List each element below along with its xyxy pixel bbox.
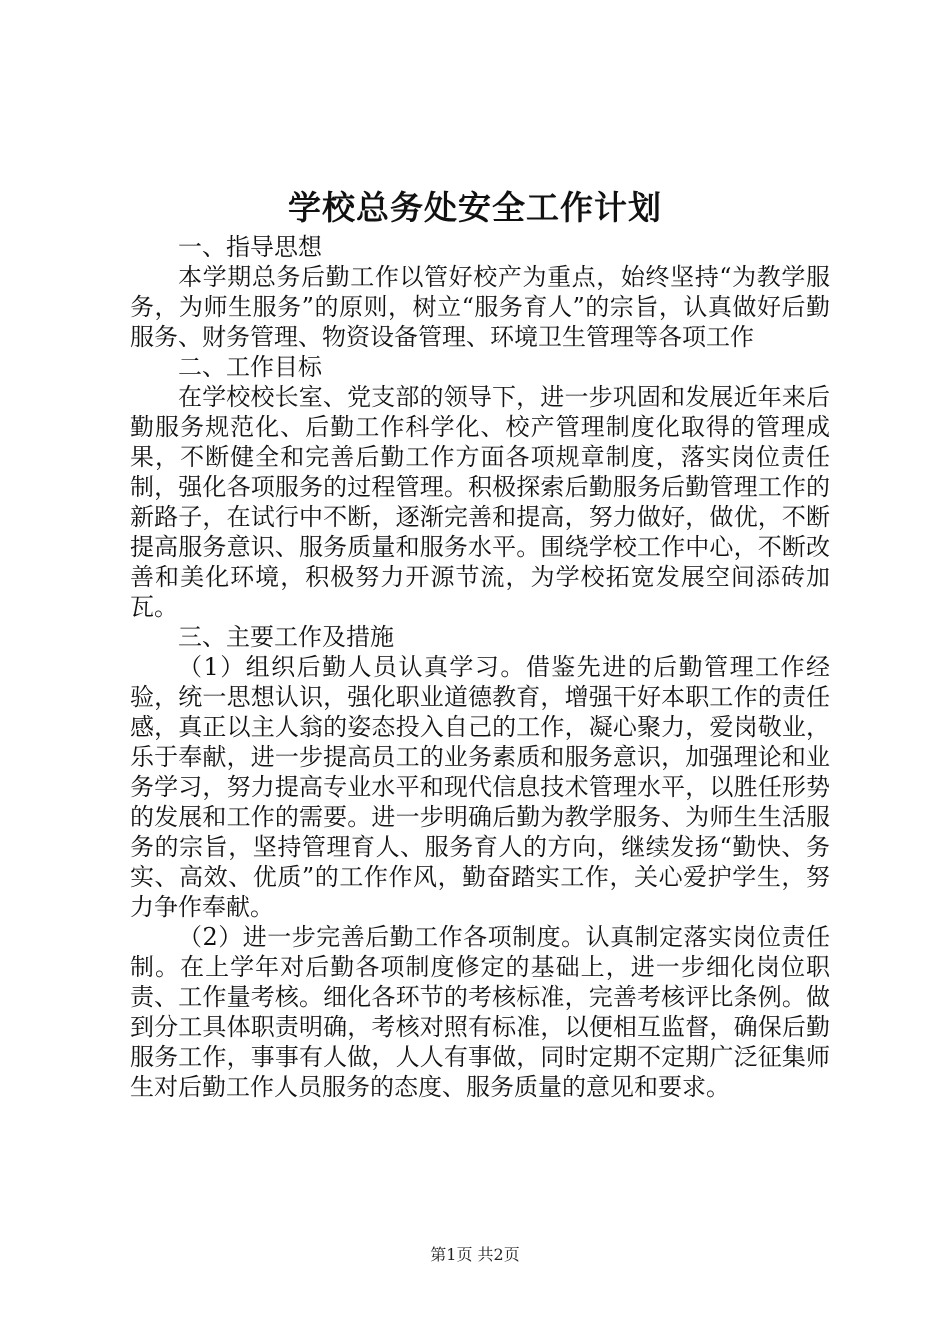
paragraph-item-2: （2）进一步完善后勤工作各项制度。认真制定落实岗位责任制。在上学年对后勤各项制度修定的基础上，进一步细化岗位职责、工作量考核。细化各环节的考核标准，完善考核评比条例。做到分工具体职责明确，考核对照有标准，以便相互监督，确保后勤服务工作，事事有人做，人人有事做，同时定期不定期广泛征集师生对后勤工作人员服务的态度、服务质量的意见和要求。 [130,923,830,1101]
document-body [130,232,830,1102]
section-heading-guiding-ideology: 一、指导思想 [178,233,322,261]
page-footer: 第1页 共2页 [430,1245,520,1264]
section-heading-main-work: 三、主要工作及措施 [178,623,394,651]
paragraph-guiding-ideology: 本学期总务后勤工作以管好校产为重点，始终坚持“为教学服务，为师生服务”的原则，树立“服务育人”的宗旨，认真做好后勤服务、财务管理、物资设备管理、环境卫生管理等各项工作 [130,263,830,351]
paragraph-work-goals: 在学校校长室、党支部的领导下，进一步巩固和发展近年来后勤服务规范化、后勤工作科学化、校产管理制度化取得的管理成果，不断健全和完善后勤工作方面各项规章制度，落实岗位责任制，强化各项服务的过程管理。积极探索后勤服务后勤管理工作的新路子，在试行中不断，逐渐完善和提高，努力做好，做优，不断提高服务意识、服务质量和服务水平。围绕学校工作中心，不断改善和美化环境，积极努力开源节流，为学校拓宽发展空间添砖加瓦。 [130,383,830,621]
document-title: 学校总务处安全工作计划 [288,188,662,227]
paragraph-item-1: （1）组织后勤人员认真学习。借鉴先进的后勤管理工作经验，统一思想认识，强化职业道德教育，增强干好本职工作的责任感，真正以主人翁的姿态投入自己的工作，凝心聚力，爱岗敬业，乐于奉献，进一步提高员工的业务素质和服务意识，加强理论和业务学习，努力提高专业水平和现代信息技术管理水平，以胜任形势的发展和工作的需要。进一步明确后勤为教学服务、为师生生活服务的宗旨，坚持管理育人、服务育人的方向，继续发扬“勤快、务实、高效、优质”的工作作风，勤奋踏实工作，关心爱护学生，努力争作奉献。 [130,653,830,921]
section-heading-work-goals: 二、工作目标 [178,353,322,381]
